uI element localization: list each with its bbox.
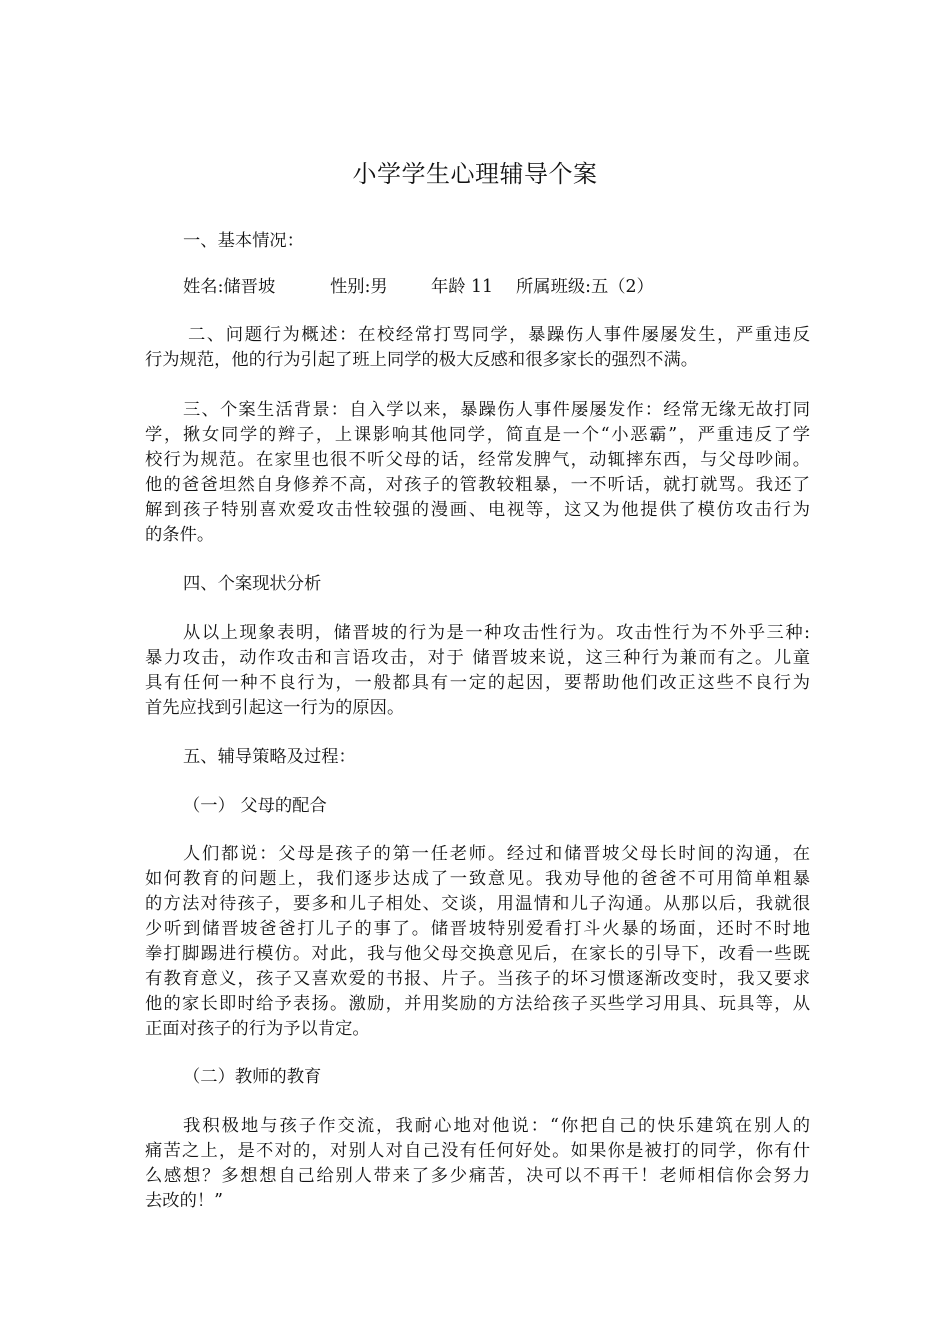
- analysis-line: 从以上现象表明，储晋坡的行为是一种攻击性行为。攻击性行为不外乎三种:: [183, 623, 810, 643]
- problem-line: 二、问题行为概述：在校经常打骂同学，暴躁伤人事件屡屡发生，严重违反: [188, 325, 810, 345]
- teacher-line: 我积极地与孩子作交流，我耐心地对他说：“你把自己的快乐建筑在别人的: [183, 1116, 810, 1136]
- teacher-line: 痛苦之上，是不对的，对别人对自己没有任何好处。如果你是被打的同学，你有什: [145, 1141, 810, 1161]
- document-title: 小学学生心理辅导个案: [352, 160, 598, 188]
- problem-line: 行为规范，他的行为引起了班上同学的极大反感和很多家长的强烈不满。: [145, 350, 699, 370]
- student-gender: 性别:男: [330, 277, 388, 297]
- analysis-line: 具有任何一种不良行为，一般都具有一定的起因，要帮助他们改正这些不良行为: [145, 673, 810, 693]
- parents-line: 有教育意义，孩子又喜欢爱的书报、片子。当孩子的坏习惯逐渐改变时，我又要求: [145, 969, 810, 989]
- analysis-line: 暴力攻击，动作攻击和言语攻击，对于 储晋坡来说，这三种行为兼而有之。儿童: [145, 648, 810, 668]
- basic-info-heading: 一、基本情况：: [183, 231, 304, 251]
- background-line: 三、个案生活背景：自入学以来，暴躁伤人事件屡屡发作：经常无缘无故打同: [183, 400, 810, 420]
- analysis-heading: 四、个案现状分析: [183, 574, 322, 594]
- background-line: 学，揪女同学的辫子，上课影响其他同学，简直是一个“小恶霸”，严重违反了学: [145, 425, 810, 445]
- parents-line: 拳打脚踢进行模仿。对此，我与他父母交换意见后，在家长的引导下，改看一些既: [145, 944, 810, 964]
- analysis-line: 首先应找到引起这一行为的原因。: [145, 698, 405, 718]
- student-age: 年龄 11: [431, 277, 494, 297]
- student-class: 所属班级:五（2）: [516, 277, 654, 297]
- strategy-heading: 五、辅导策略及过程：: [183, 747, 356, 767]
- teacher-line: 么感想？多想想自己给别人带来了多少痛苦，决可以不再干！老师相信你会努力: [145, 1166, 810, 1186]
- parents-heading: （一） 父母的配合: [183, 796, 327, 816]
- background-line: 他的爸爸坦然自身修养不高，对孩子的管教较粗暴，一不听话，就打就骂。我还了: [145, 475, 810, 495]
- parents-line: 如何教育的问题上，我们逐步达成了一致意见。我劝导他的爸爸不可用简单粗暴: [145, 869, 810, 889]
- student-name: 姓名:储晋坡: [183, 277, 276, 297]
- parents-line: 人们都说：父母是孩子的第一任老师。经过和储晋坡父母长时间的沟通，在: [183, 844, 810, 864]
- parents-line: 的方法对待孩子，要多和儿子相处、交谈，用温情和儿子沟通。从那以后，我就很: [145, 894, 810, 914]
- teacher-line: 去改的！”: [145, 1191, 223, 1211]
- background-line: 解到孩子特别喜欢爱攻击性较强的漫画、电视等，这又为他提供了模仿攻击行为: [145, 500, 810, 520]
- parents-line: 少听到储晋坡爸爸打儿子的事了。储晋坡特别爱看打斗火暴的场面，还时不时地: [145, 919, 810, 939]
- background-line: 校行为规范。在家里也很不听父母的话，经常发脾气，动辄摔东西，与父母吵闹。: [145, 450, 810, 470]
- background-line: 的条件。: [145, 525, 215, 545]
- parents-line: 他的家长即时给予表扬。激励，并用奖励的方法给孩子买些学习用具、玩具等，从: [145, 994, 810, 1014]
- basic-info-row: [183, 274, 848, 300]
- parents-line: 正面对孩子的行为予以肯定。: [145, 1019, 370, 1039]
- teacher-heading: （二）教师的教育: [183, 1067, 322, 1087]
